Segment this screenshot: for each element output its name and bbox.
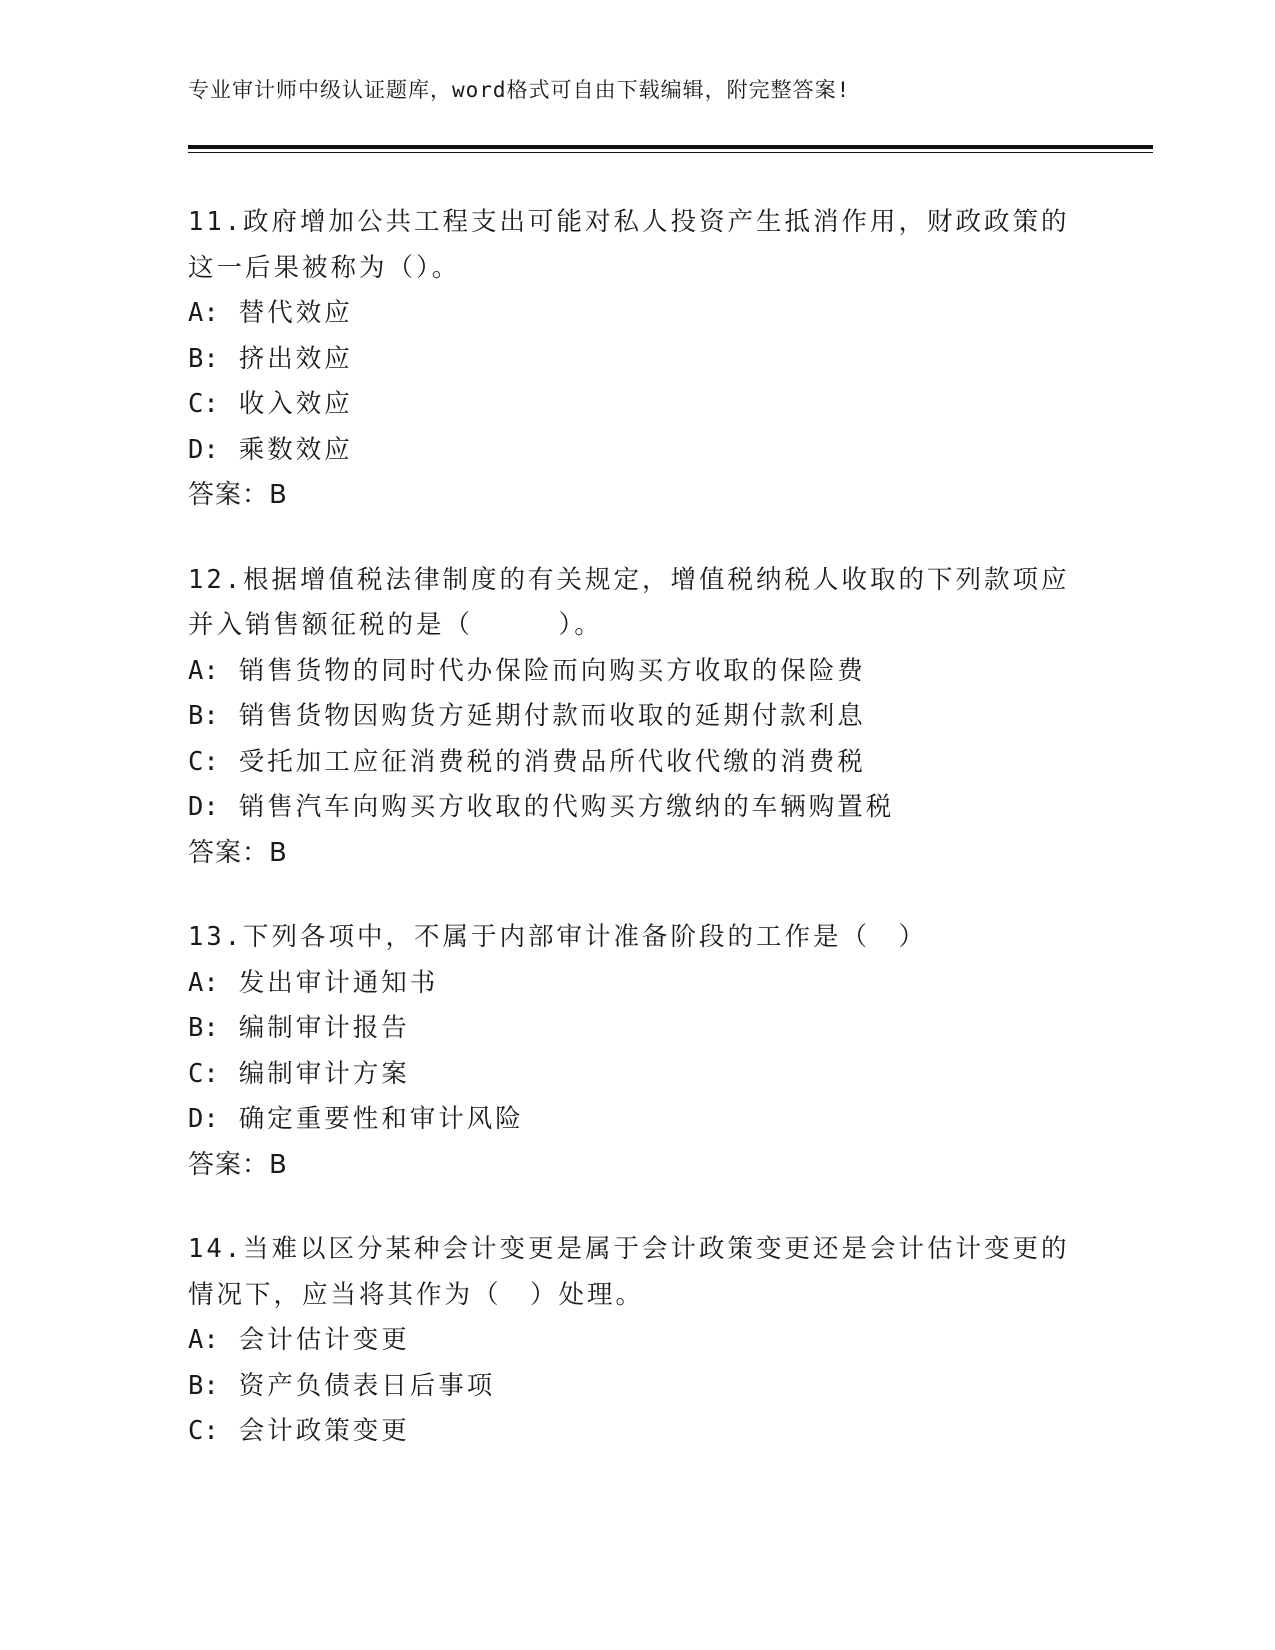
option-text: 资产负债表日后事项 [238, 1370, 496, 1401]
option-text: 收入效应 [238, 389, 353, 419]
question-14 [188, 1227, 1088, 1455]
option-letter: D: [188, 1104, 219, 1134]
option-a [188, 291, 1088, 337]
option-d [188, 1097, 1088, 1143]
option-letter: A: [188, 967, 219, 998]
question-11 [188, 200, 1088, 519]
option-letter: C: [188, 746, 219, 777]
option-letter: A: [188, 1325, 219, 1355]
option-text: 会计政策变更 [238, 1416, 410, 1446]
option-letter: A: [188, 655, 219, 686]
option-text: 编制审计方案 [238, 1058, 410, 1089]
answer-line: 答案：B [188, 480, 288, 510]
option-a [188, 1318, 1088, 1364]
question-stem-line: 12.根据增值税法律制度的有关规定，增值税纳税人收取的下列款项应 [188, 564, 1070, 595]
option-letter: B: [188, 1013, 219, 1043]
option-text: 乘数效应 [238, 434, 353, 465]
option-letter: D: [188, 792, 219, 822]
option-text: 销售汽车向购买方收取的代购买方缴纳的车辆购置税 [238, 792, 895, 822]
option-text: 受托加工应征消费税的消费品所代收代缴的消费税 [238, 746, 866, 777]
question-stem-line: 11.政府增加公共工程支出可能对私人投资产生抵消作用，财政政策的 [188, 207, 1070, 237]
option-text: 确定重要性和审计风险 [238, 1104, 524, 1134]
option-letter: C: [188, 389, 219, 419]
option-text: 挤出效应 [238, 343, 353, 374]
question-12 [188, 558, 1088, 877]
option-d [188, 785, 1088, 831]
question-stem-line: 这一后果被称为（）。 [188, 252, 461, 283]
answer-line: 答案：B [188, 1149, 288, 1180]
option-a [188, 961, 1088, 1007]
option-b [188, 337, 1088, 383]
page-header: 专业审计师中级认证题库，word格式可自由下载编辑，附完整答案! [188, 78, 851, 102]
option-letter: B: [188, 1370, 219, 1401]
option-d [188, 428, 1088, 474]
option-c [188, 1409, 1088, 1455]
option-letter: C: [188, 1416, 219, 1446]
question-stem-line: 14.当难以区分某种会计变更是属于会计政策变更还是会计估计变更的 [188, 1234, 1070, 1264]
option-text: 替代效应 [238, 298, 353, 328]
option-letter: C: [188, 1058, 219, 1089]
question-stem-line: 并入销售额征税的是（ ）。 [188, 610, 603, 640]
question-stem-line: 13.下列各项中，不属于内部审计准备阶段的工作是（ ） [188, 922, 928, 952]
header-divider-thick [188, 145, 1153, 149]
option-letter: A: [188, 298, 219, 328]
option-letter: B: [188, 343, 219, 374]
option-letter: D: [188, 434, 219, 465]
question-stem-line: 情况下，应当将其作为（ ）处理。 [188, 1279, 645, 1310]
option-letter: B: [188, 701, 219, 731]
option-text: 会计估计变更 [238, 1325, 410, 1355]
option-b [188, 1364, 1088, 1410]
header-divider-thin [188, 152, 1153, 153]
option-text: 编制审计报告 [238, 1013, 410, 1043]
option-text: 销售货物的同时代办保险而向购买方收取的保险费 [238, 655, 866, 686]
option-b [188, 694, 1088, 740]
option-text: 发出审计通知书 [238, 967, 439, 998]
question-list [188, 200, 1088, 1494]
option-c [188, 1052, 1088, 1098]
option-c [188, 382, 1088, 428]
question-13 [188, 915, 1088, 1188]
option-a [188, 649, 1088, 695]
option-c [188, 740, 1088, 786]
option-text: 销售货物因购货方延期付款而收取的延期付款利息 [238, 701, 866, 731]
answer-line: 答案：B [188, 837, 288, 868]
option-b [188, 1006, 1088, 1052]
